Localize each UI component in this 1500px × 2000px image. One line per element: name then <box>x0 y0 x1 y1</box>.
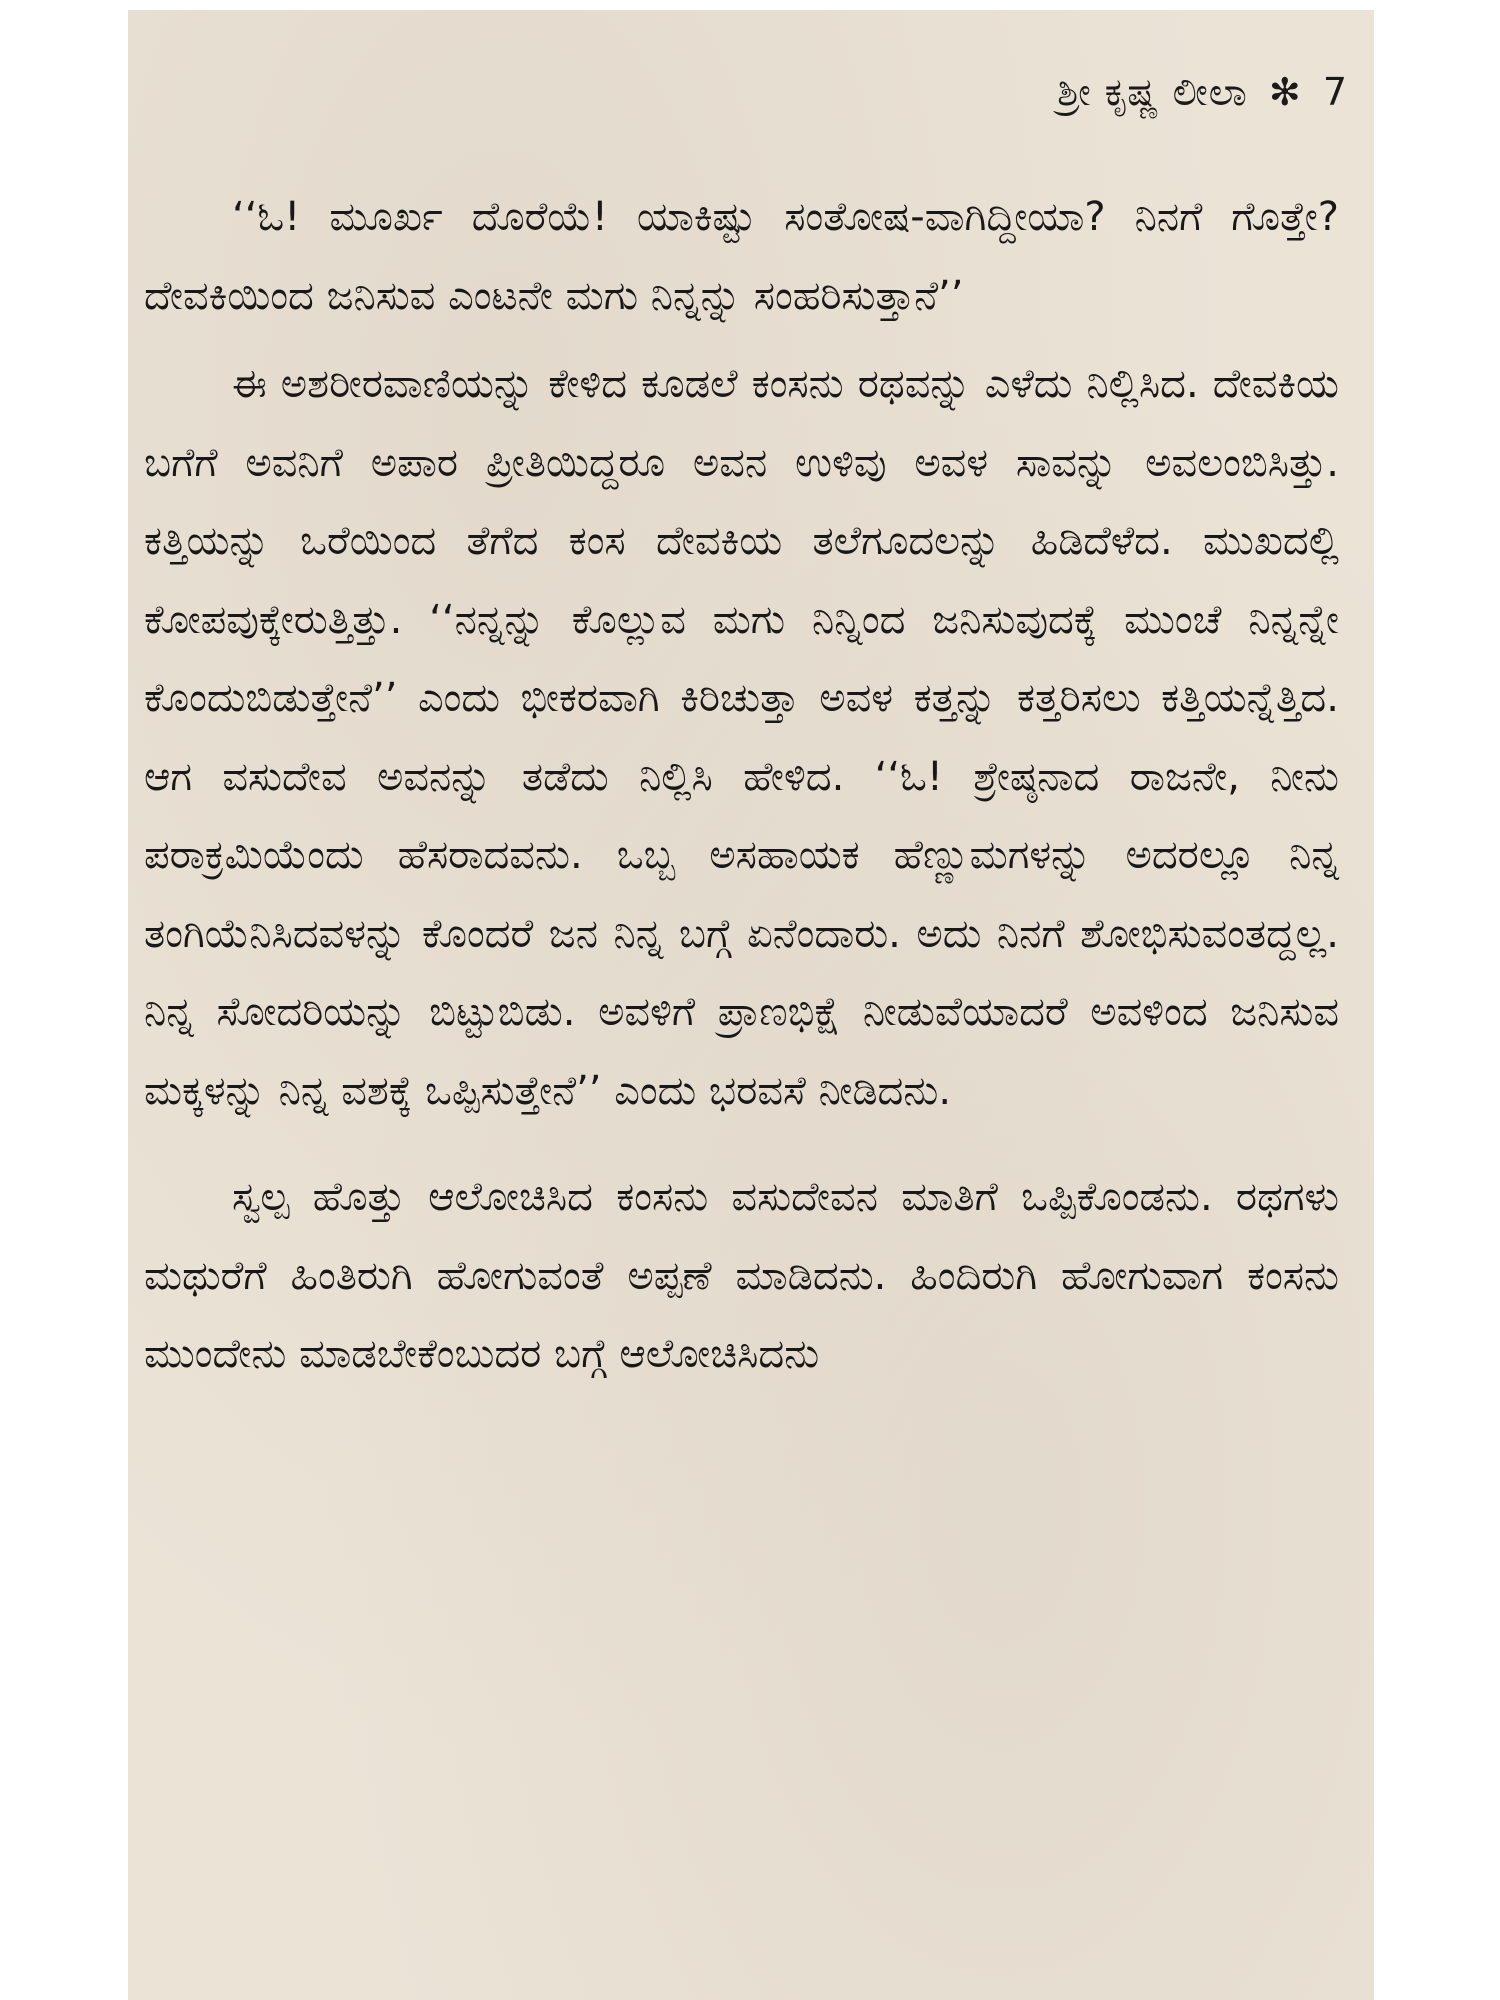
paragraph-1: ‘‘ಓ! ಮೂರ್ಖ ದೊರೆಯೆ! ಯಾಕಿಷ್ಟು ಸಂತೋಷ-ವಾಗಿದ್ದೀಯಾ? ನಿನಗೆ ಗೊತ್ತೇ? ದೇವಕಿಯಿಂದ ಜನಿಸುವ ಎಂಟನೇ ಮಗು ನಿನ್ನನ್ನು ಸಂಹರಿಸುತ್ತಾನೆ’’ <box>144 194 1339 319</box>
book-title: ಶ್ರೀ ಕೃಷ್ಣ ಲೀಲಾ <box>1057 70 1248 114</box>
paragraph-2: ಈ ಅಶರೀರವಾಣಿಯನ್ನು ಕೇಳಿದ ಕೂಡಲೆ ಕಂಸನು ರಥವನ್ನು ಎಳೆದು ನಿಲ್ಲಿಸಿದ. ದೇವಕಿಯ ಬಗೆಗೆ ಅವನಿಗೆ ಅಪಾರ ಪ್ರೀತಿಯಿದ್ದರೂ ಅವನ ಉಳಿವು ಅವಳ ಸಾವನ್ನು ಅವಲಂಬಿಸಿತ್ತು. ಕತ್ತಿಯನ್ನು ಒರೆಯಿಂದ ತೆಗೆದ ಕಂಸ ದೇವಕಿಯ ತಲೆಗೂದಲನ್ನು ಹಿಡಿದೆಳೆದ. ಮುಖದಲ್ಲಿ ಕೋಪವುಕ್ಕೇರುತ್ತಿತ್ತು. ‘‘ನನ್ನನ್ನು ಕೊಲ್ಲುವ ಮಗು ನಿನ್ನಿಂದ ಜನಿಸುವುದಕ್ಕೆ ಮುಂಚೆ ನಿನ್ನನ್ನೇ ಕೊಂದುಬಿಡುತ್ತೇನೆ’’ ಎಂದು ಭೀಕರವಾಗಿ ಕಿರಿಚುತ್ತಾ ಅವಳ ಕತ್ತನ್ನು ಕತ್ತರಿಸಲು ಕತ್ತಿಯನ್ನೆತ್ತಿದ. ಆಗ ವಸುದೇವ ಅವನನ್ನು ತಡೆದು ನಿಲ್ಲಿಸಿ ಹೇಳಿದ. ‘‘ಓ! ಶ್ರೇಷ್ಠನಾದ ರಾಜನೇ, ನೀನು ಪರಾಕ್ರಮಿಯೆಂದು ಹೆಸರಾದವನು. ಒಬ್ಬ ಅಸಹಾಯಕ ಹೆಣ್ಣುಮಗಳನ್ನು ಅದರಲ್ಲೂ ನಿನ್ನ ತಂಗಿಯೆನಿಸಿದವಳನ್ನು ಕೊಂದರೆ ಜನ ನಿನ್ನ ಬಗ್ಗೆ ಏನೆಂದಾರು. ಅದು ನಿನಗೆ ಶೋಭಿಸುವಂತದ್ದಲ್ಲ. ನಿನ್ನ ಸೋದರಿಯನ್ನು ಬಿಟ್ಟುಬಿಡು. ಅವಳಿಗೆ ಪ್ರಾಣಭಿಕ್ಷೆ ನೀಡುವೆಯಾದರೆ ಅವಳಿಂದ ಜನಿಸುವ ಮಕ್ಕಳನ್ನು ನಿನ್ನ ವಶಕ್ಕೆ ಒಪ್ಪಿಸುತ್ತೇನೆ’’ ಎಂದು ಭರವಸೆ ನೀಡಿದನು. <box>144 361 1339 1114</box>
asterisk-ornament-icon: ✻ <box>1268 70 1302 114</box>
paragraph-3: ಸ್ವಲ್ಪ ಹೊತ್ತು ಆಲೋಚಿಸಿದ ಕಂಸನು ವಸುದೇವನ ಮಾತಿಗೆ ಒಪ್ಪಿಕೊಂಡನು. ರಥಗಳು ಮಥುರೆಗೆ ಹಿಂತಿರುಗಿ ಹೋಗುವಂತೆ ಅಪ್ಪಣೆ ಮಾಡಿದನು. ಹಿಂದಿರುಗಿ ಹೋಗುವಾಗ ಕಂಸನು ಮುಂದೇನು ಮಾಡಬೇಕೆಂಬುದರ ಬಗ್ಗೆ ಆಲೋಚಿಸಿದನು <box>144 1174 1339 1377</box>
page-number: 7 <box>1322 70 1348 114</box>
page-body <box>144 178 1339 1394</box>
running-header <box>1057 70 1348 115</box>
book-page <box>128 10 1374 2000</box>
